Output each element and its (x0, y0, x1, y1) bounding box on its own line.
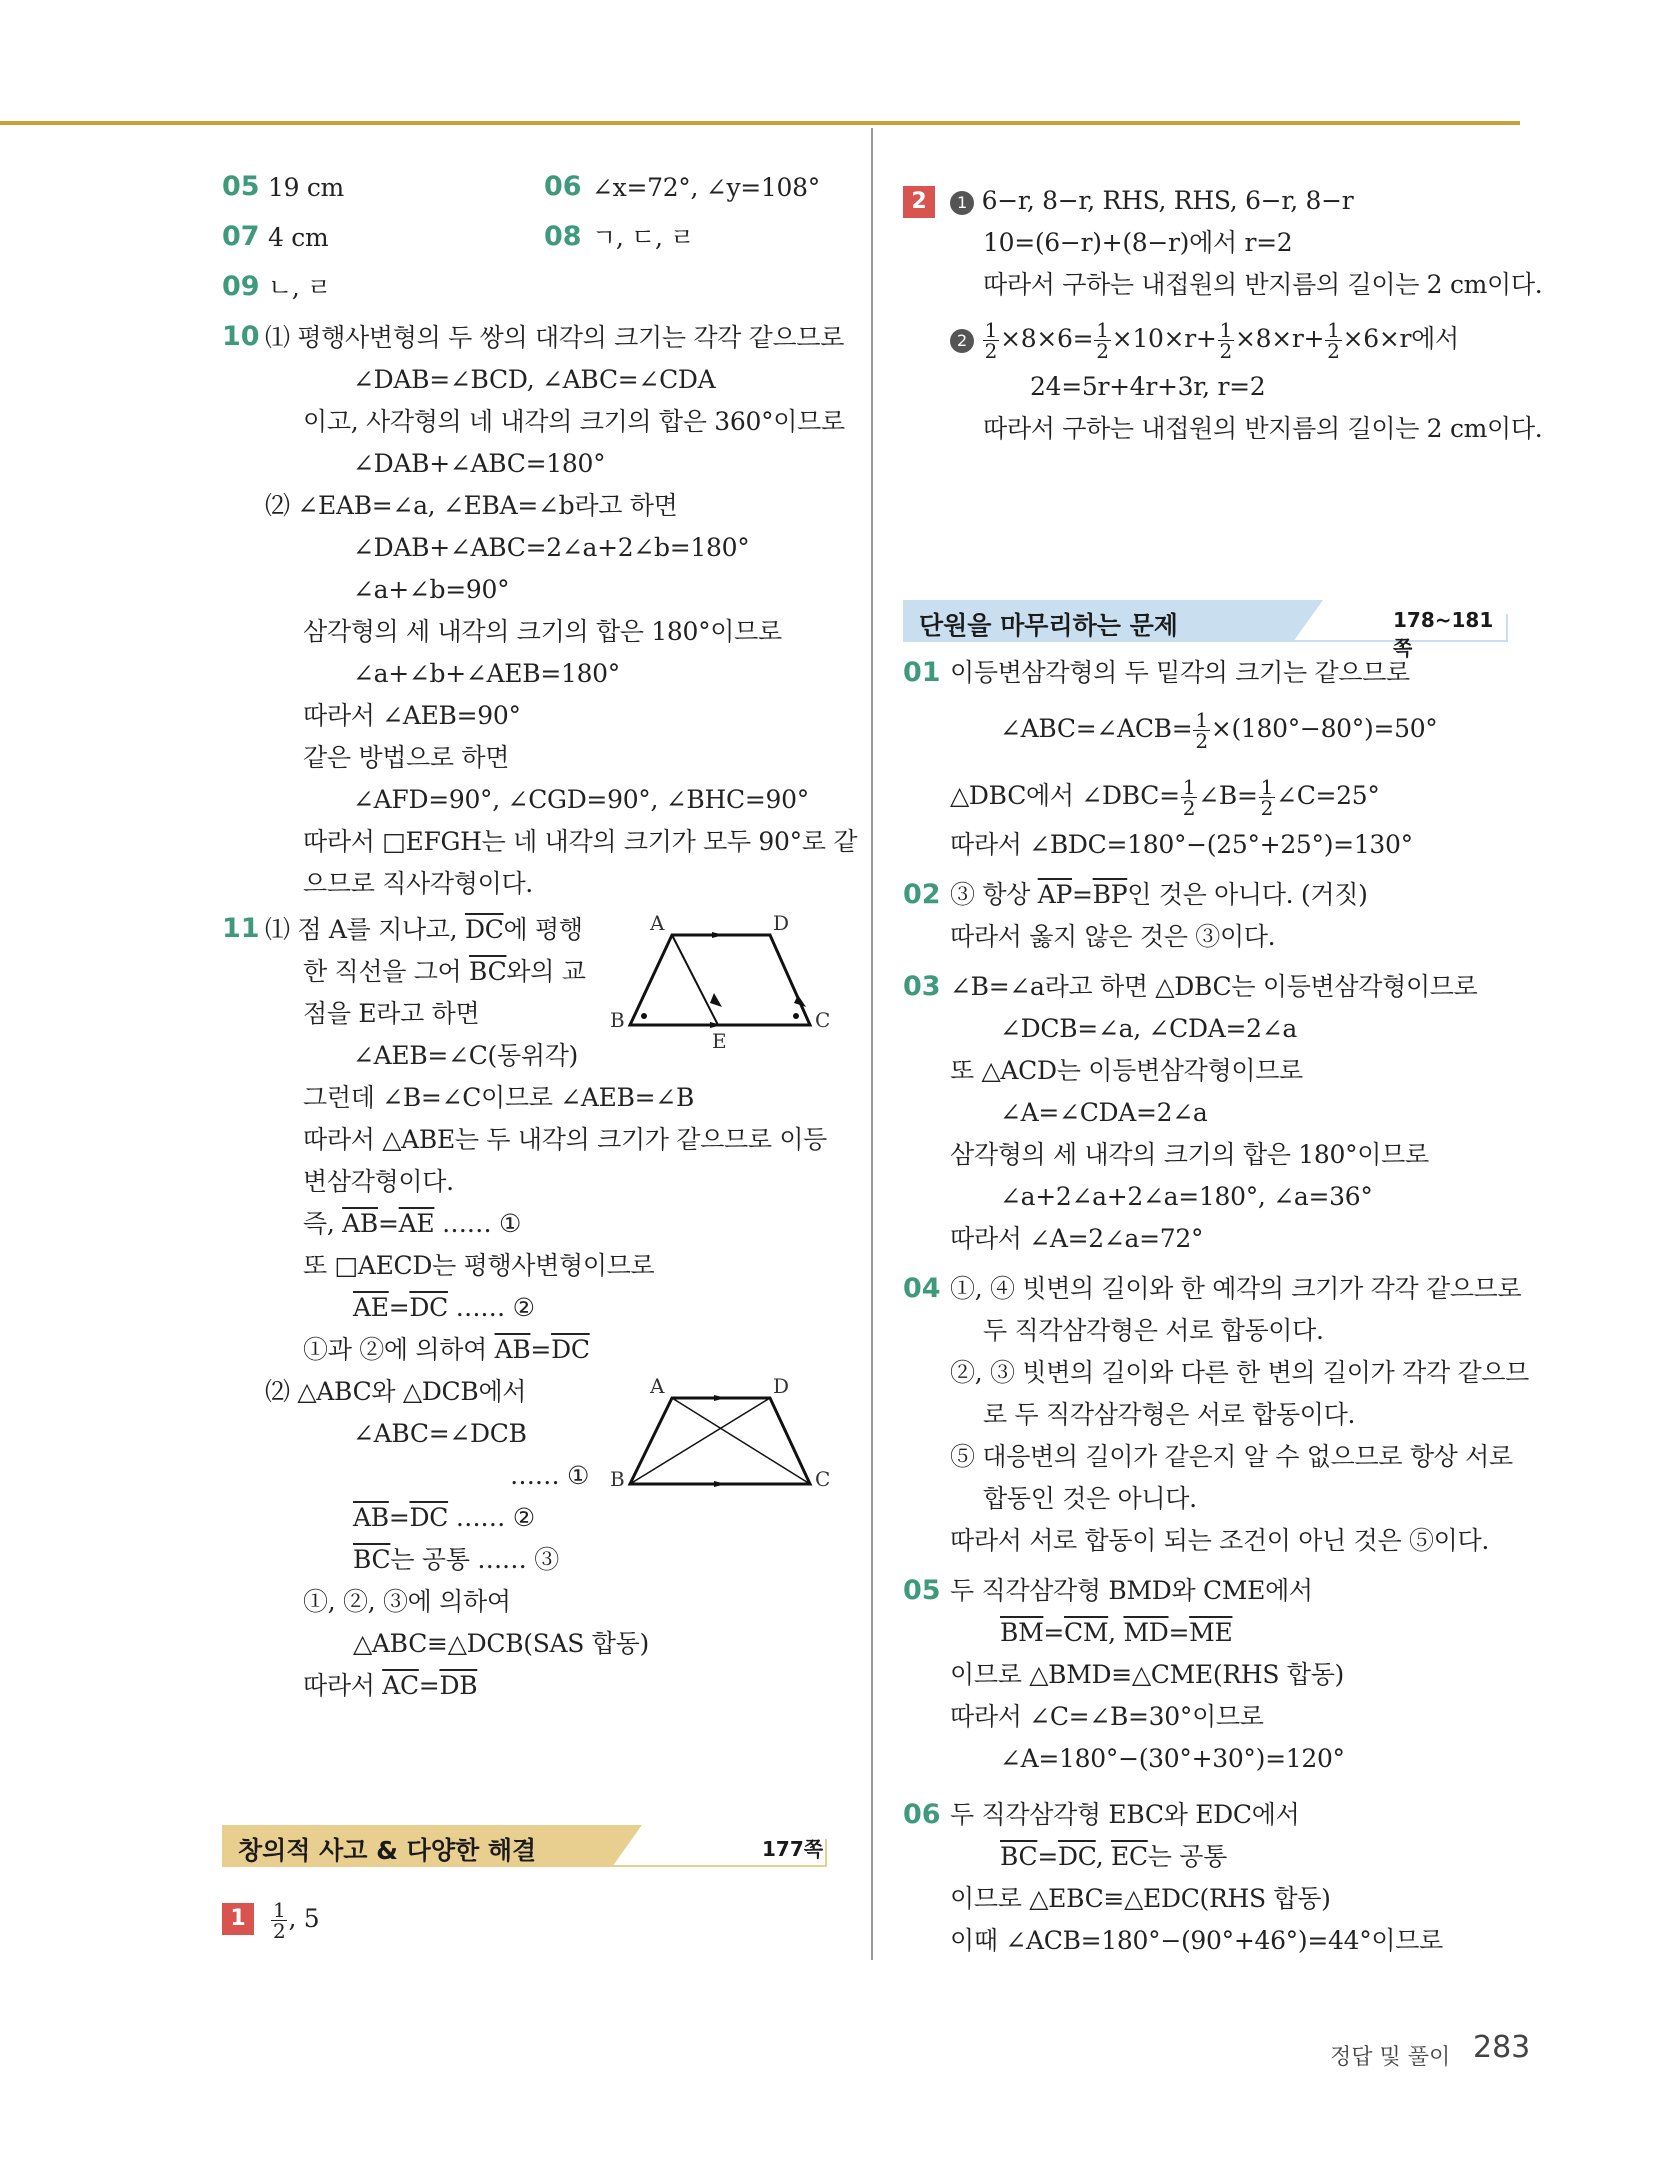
answer-text: 4 cm (268, 223, 329, 252)
answer-number: 06 (903, 1799, 941, 1830)
answer-number: 07 (222, 221, 260, 252)
solution-line: 이므로 △EBC≡△EDC(RHS 합동) (950, 1884, 1331, 1913)
answer-number: 10 (222, 321, 260, 352)
solution-line: 또 △ACD는 이등변삼각형이므로 (950, 1056, 1303, 1085)
solution-line: ∠a+2∠a+2∠a=180°, ∠a=36° (1000, 1182, 1373, 1211)
answer-number: 05 (903, 1575, 941, 1606)
solution-line: 즉, $\overline{AB}=\overline{AE}$ …… ① (303, 1209, 522, 1238)
problem-badge: 2 (903, 186, 935, 218)
solution-line: 따라서 △ABE는 두 내각의 크기가 같으므로 이등 (303, 1125, 828, 1154)
solution-line: 삼각형의 세 내각의 크기의 합은 180°이므로 (950, 1140, 1429, 1169)
solution-line: 따라서 □EFGH는 네 내각의 크기가 모두 90°로 같 (303, 827, 858, 856)
answer-text: ㄴ, ㄹ (268, 273, 331, 302)
answer-number: 03 (903, 971, 941, 1002)
problem-badge: 1 (222, 1903, 254, 1935)
solution-line: ⑤ 대응변의 길이가 같은지 알 수 없으므로 항상 서로 (950, 1442, 1513, 1471)
solution-line: ①, ④ 빗변의 길이와 한 예각의 크기가 각각 같으므로 (950, 1274, 1522, 1303)
solution-line: 따라서 서로 합동이 되는 조건이 아닌 것은 ⑤이다. (950, 1526, 1490, 1555)
fraction: $\frac{1}{2}$ (273, 1898, 286, 1943)
vertex-label: B (610, 1008, 625, 1032)
solution-line: △ABC≡△DCB(SAS 합동) (353, 1629, 649, 1658)
solution-line: 이등변삼각형의 두 밑각의 크기는 같으므로 (950, 658, 1410, 687)
solution-line: $\overline{BC}$는 공통 …… ③ (353, 1545, 559, 1574)
solution-line: ∠A=180°−(30°+30°)=120° (1000, 1744, 1345, 1773)
trapezoid-figure-1 (610, 911, 840, 1053)
solution-line: ∠A=∠CDA=2∠a (1000, 1098, 1208, 1127)
solution-line: ③ 항상 $\overline{AP}=\overline{BP}$인 것은 아니다. (거짓) (950, 880, 1368, 909)
section-page: 177쪽 (762, 1837, 824, 1861)
vertex-label: B (610, 1467, 625, 1491)
solution-line: ∠ABC=∠DCB (353, 1419, 527, 1448)
solution-line: ⑵ △ABC와 △DCB에서 (265, 1377, 527, 1406)
solution-line: ①과 ②에 의하여 $\overline{AB}=\overline{DC}$ (303, 1335, 590, 1364)
solution-line: 1 6−r, 8−r, RHS, RHS, 6−r, 8−r (950, 186, 1353, 216)
solution-line: ①, ②, ③에 의하여 (303, 1587, 511, 1616)
answer-number: 08 (544, 221, 582, 252)
answer-number: 04 (903, 1273, 941, 1304)
solution-line: 삼각형의 세 내각의 크기의 합은 180°이므로 (303, 617, 782, 646)
section-title: 창의적 사고 & 다양한 해결 (238, 1836, 537, 1865)
page-number: 283 (1473, 2030, 1531, 2065)
solution-line: ∠B=∠a라고 하면 △DBC는 이등변삼각형이므로 (950, 972, 1478, 1001)
solution-line: ⑵ ∠EAB=∠a, ∠EBA=∠b라고 하면 (265, 491, 678, 520)
solution-line: ∠DCB=∠a, ∠CDA=2∠a (1000, 1014, 1297, 1043)
column-divider (871, 128, 873, 1960)
answer-text: ㄱ, ㄷ, ㄹ (592, 223, 695, 252)
answer-number: 05 (222, 171, 260, 202)
solution-line: 점을 E라고 하면 (303, 999, 480, 1028)
sub-number: 1 (950, 191, 974, 215)
solution-line: $\overline{AE}=\overline{DC}$ …… ② (353, 1293, 535, 1322)
solution-line: ②, ③ 빗변의 길이와 다른 한 변의 길이가 각각 같으므 (950, 1358, 1530, 1387)
answer-number: 11 (222, 913, 260, 944)
solution-line: ∠ABC=∠ACB= $\frac{1}{2}$ ×(180°−80°)=50° (1000, 708, 1438, 753)
top-rule (0, 121, 1520, 125)
solution-line: $\overline{BC}=\overline{DC}$, $\overline{EC}$는 공통 (1000, 1842, 1227, 1871)
solution-line: 따라서 $\overline{AC}=\overline{DB}$ (303, 1671, 478, 1700)
solution-line: ∠a+∠b=90° (353, 575, 510, 604)
solution-line: 따라서 구하는 내접원의 반지름의 길이는 2 cm이다. (983, 414, 1543, 443)
solution-line: 따라서 구하는 내접원의 반지름의 길이는 2 cm이다. (983, 270, 1543, 299)
vertex-label: E (712, 1029, 727, 1053)
section-page: 178~181쪽 (1393, 608, 1494, 660)
solution-line: 2 $\frac{1}{2}$ ×8×6= $\frac{1}{2}$ ×10×r+ $\frac{1}{2}$ ×8×r+ $\frac{1}{2}$ ×6×r에서 (950, 320, 1459, 361)
vertex-label: D (773, 1374, 790, 1398)
solution-line: 으므로 직사각형이다. (303, 869, 533, 898)
solution-line: 따라서 ∠C=∠B=30°이므로 (950, 1702, 1264, 1731)
solution-line: △DBC에서 ∠DBC= $\frac{1}{2}$ ∠B= $\frac{1}{2}$ ∠C=25° (950, 775, 1380, 820)
creative-section-header (222, 1825, 827, 1867)
solution-line: 24=5r+4r+3r, r=2 (1030, 372, 1266, 401)
solution-line: 이때 ∠ACB=180°−(90°+46°)=44°이므로 (950, 1926, 1443, 1955)
solution-line: 두 직각삼각형 BMD와 CME에서 (950, 1576, 1313, 1605)
solution-line: ∠AEB=∠C(동위각) (353, 1041, 579, 1070)
solution-line: 또 □AECD는 평행사변형이므로 (303, 1251, 655, 1280)
solution-line: 로 두 직각삼각형은 서로 합동이다. (983, 1400, 1356, 1429)
solution-line: ∠a+∠b+∠AEB=180° (353, 659, 620, 688)
answer-number: 06 (544, 171, 582, 202)
solution-line: ∠DAB+∠ABC=2∠a+2∠b=180° (353, 533, 750, 562)
solution-line: $\overline{AB}=\overline{DC}$ …… ② (353, 1503, 535, 1532)
solution-line: …… ① (510, 1461, 590, 1490)
solution-line: ∠DAB+∠ABC=180° (353, 449, 606, 478)
solution-line: 따라서 ∠BDC=180°−(25°+25°)=130° (950, 830, 1413, 859)
section-title: 단원을 마무리하는 문제 (919, 611, 1178, 640)
answer-text: $\frac{1}{2}$ , 5 (273, 1898, 320, 1943)
solution-line: 두 직각삼각형 EBC와 EDC에서 (950, 1800, 1300, 1829)
answer-text: ∠x=72°, ∠y=108° (592, 173, 820, 202)
vertex-label: A (650, 911, 665, 935)
solution-line: ∠AFD=90°, ∠CGD=90°, ∠BHC=90° (353, 785, 809, 814)
sub-number: 2 (950, 329, 974, 353)
solution-line: 따라서 옳지 않은 것은 ③이다. (950, 922, 1276, 951)
vertex-label: A (650, 1374, 665, 1398)
solution-line: 따라서 ∠A=2∠a=72° (950, 1224, 1204, 1253)
answer-number: 01 (903, 657, 941, 688)
solution-line: 이고, 사각형의 네 내각의 크기의 합은 360°이므로 (303, 407, 845, 436)
solution-line: ∠DAB=∠BCD, ∠ABC=∠CDA (353, 365, 716, 394)
answer-text: 19 cm (268, 173, 344, 202)
solution-line: ⑴ 점 A를 지나고, $\overline{DC}$에 평행 (265, 915, 583, 944)
vertex-label: C (815, 1467, 831, 1491)
solution-line: 10=(6−r)+(8−r)에서 r=2 (983, 228, 1293, 257)
vertex-label: C (815, 1008, 831, 1032)
solution-line: ⑴ 평행사변형의 두 쌍의 대각의 크기는 각각 같으므로 (265, 323, 845, 352)
solution-line: $\overline{BM}=\overline{CM}$, $\overline{MD}=\overline{ME}$ (1000, 1618, 1233, 1647)
footer-label: 정답 및 풀이 (1330, 2045, 1451, 2070)
unit-review-section-header (903, 600, 1508, 660)
solution-line: 이므로 △BMD≡△CME(RHS 합동) (950, 1660, 1344, 1689)
answer-number: 09 (222, 271, 260, 302)
vertex-label: D (773, 911, 790, 935)
solution-line: 두 직각삼각형은 서로 합동이다. (983, 1316, 1324, 1345)
solution-line: 따라서 ∠AEB=90° (303, 701, 521, 730)
solution-line: 같은 방법으로 하면 (303, 743, 510, 772)
solution-line: 변삼각형이다. (303, 1167, 454, 1196)
answer-number: 02 (903, 879, 941, 910)
solution-line: 한 직선을 그어 $\overline{BC}$와의 교 (303, 957, 586, 986)
solution-line: 그런데 ∠B=∠C이므로 ∠AEB=∠B (303, 1083, 695, 1112)
trapezoid-figure-2 (610, 1374, 840, 1498)
solution-line: 합동인 것은 아니다. (983, 1484, 1197, 1513)
